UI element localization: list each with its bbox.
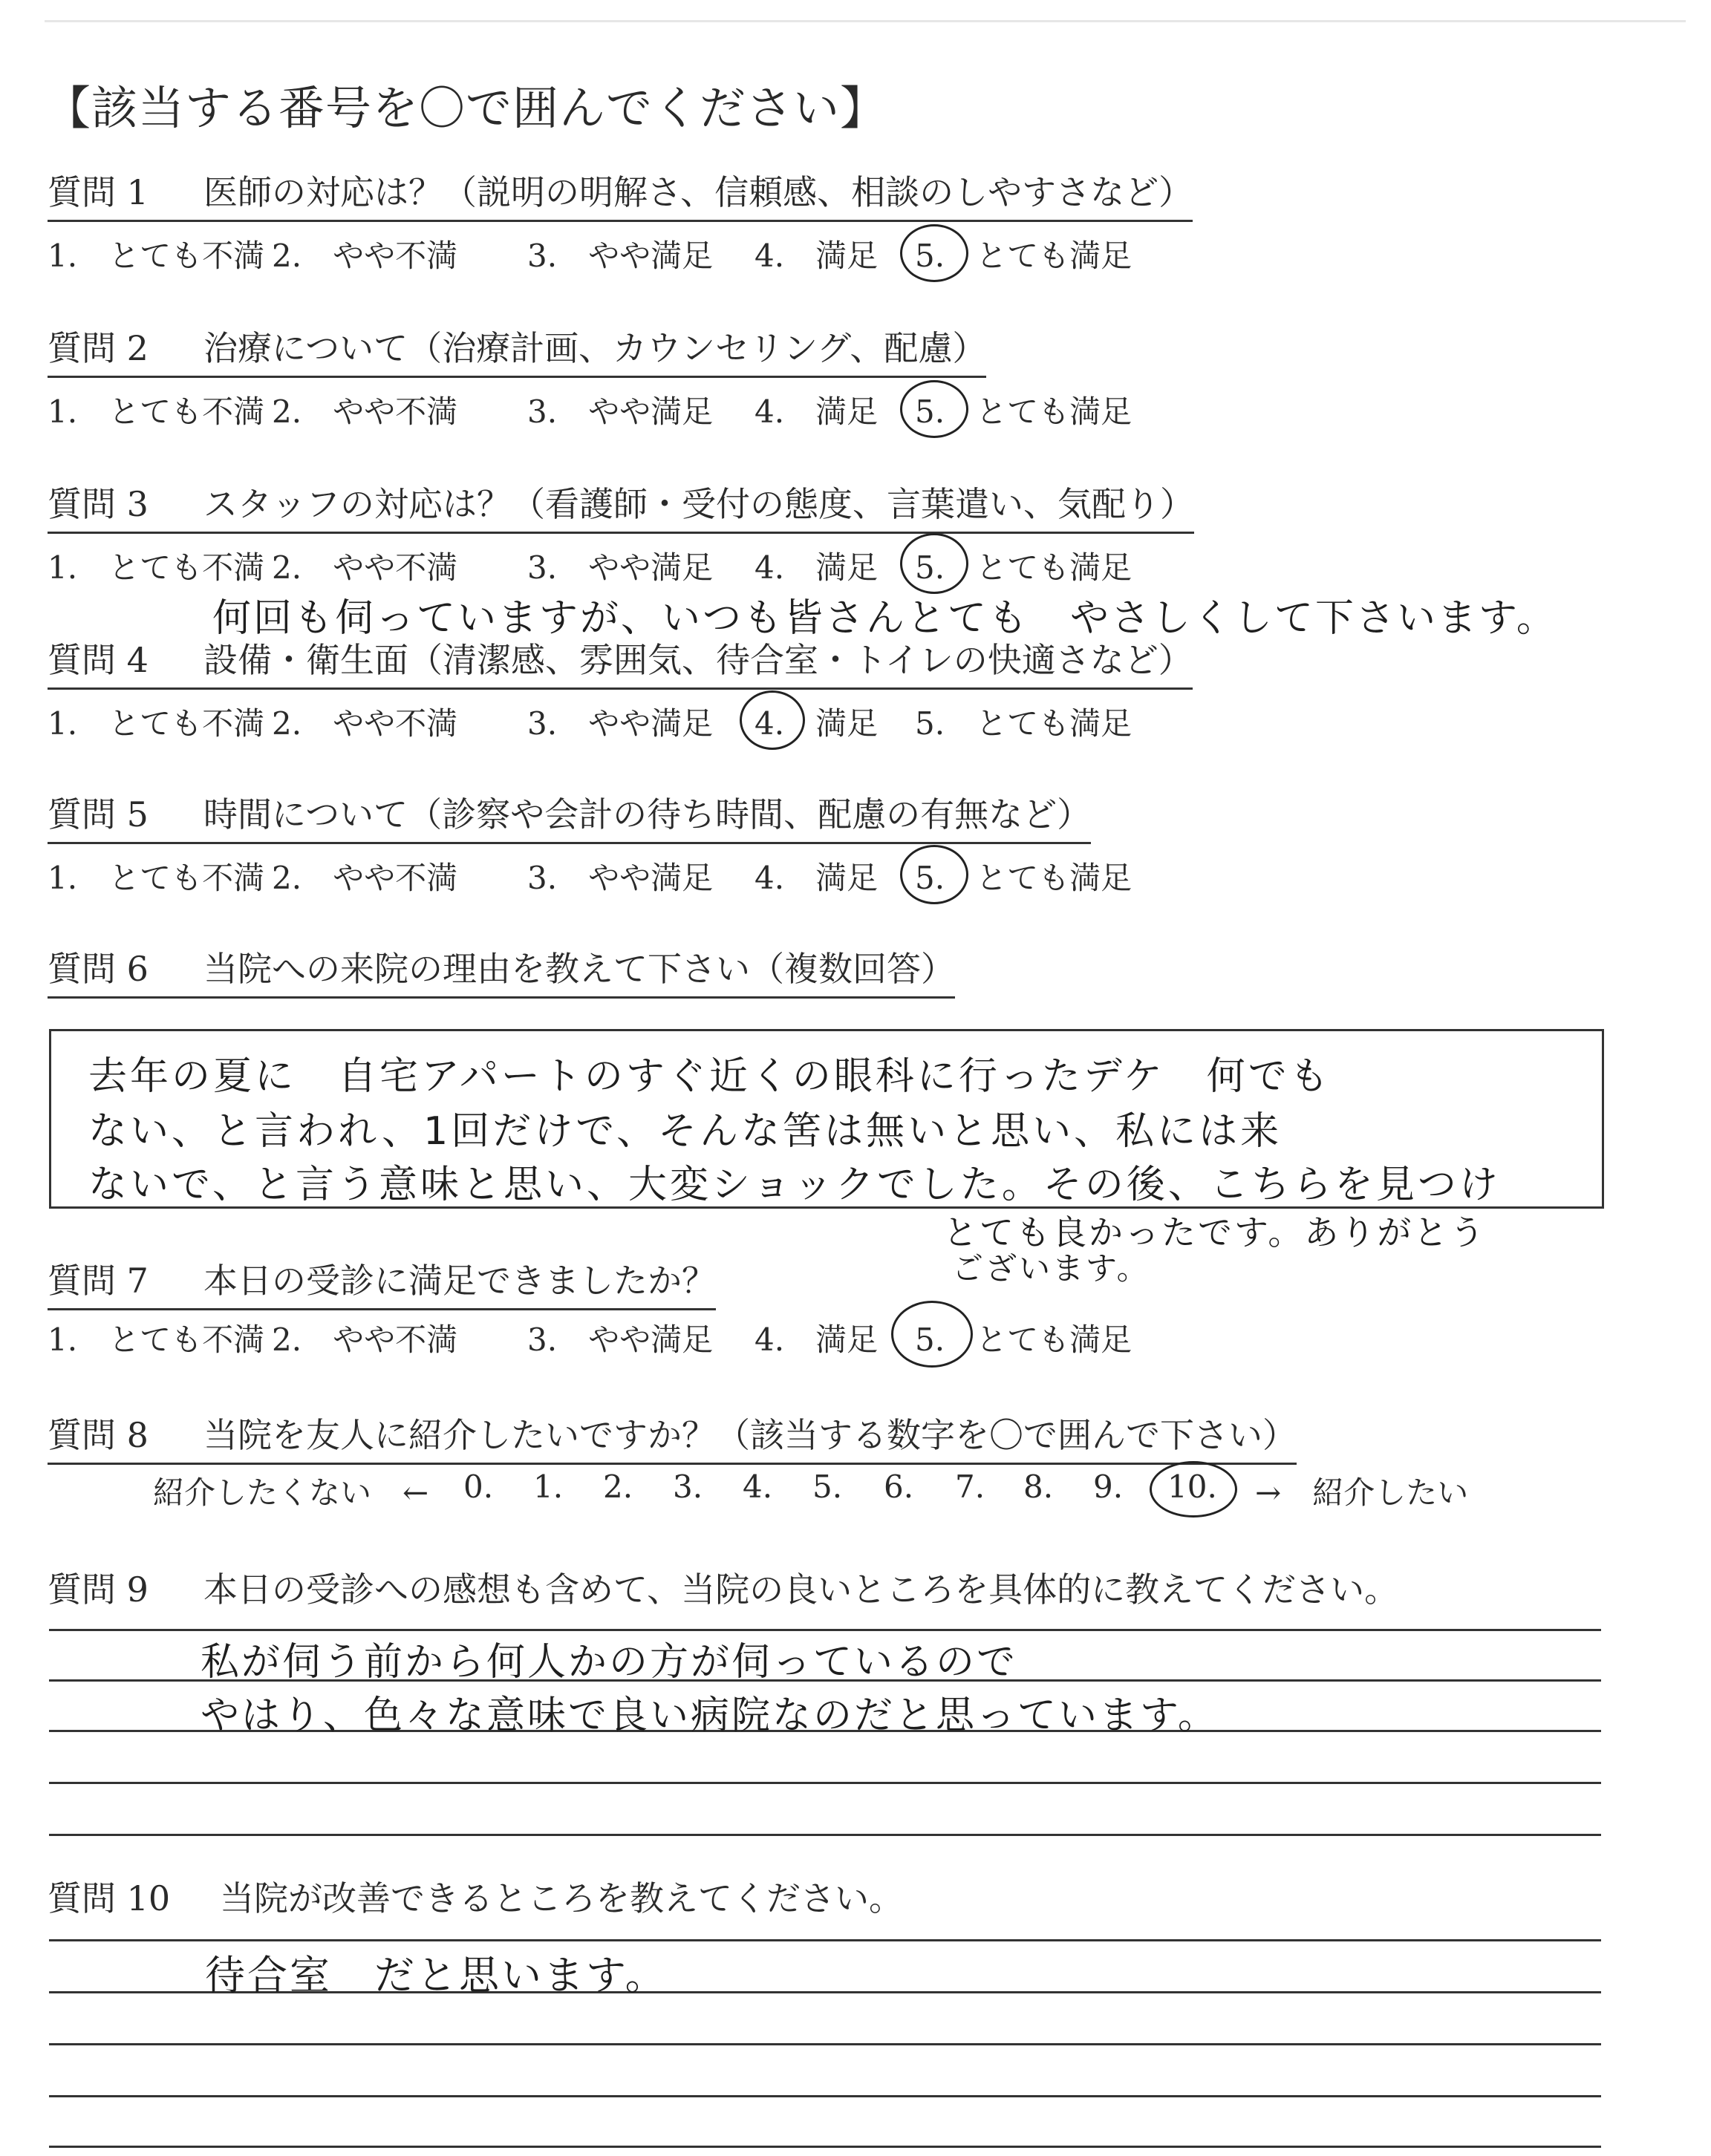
question-text: 当院が改善できるところを教えてください。 <box>220 1878 903 1918</box>
question-4 <box>48 638 1193 690</box>
question-number: 質問 7 <box>48 1261 149 1301</box>
options-row-q7 <box>48 1316 1236 1357</box>
options-row-q2 <box>48 388 1236 429</box>
handwritten-answer-q9: やはり、色々な意味で良い病院なのだと思っています。 <box>201 1693 1219 1738</box>
question-number: 質問 1 <box>48 172 149 212</box>
selected-circle <box>900 380 968 438</box>
question-text: スタッフの対応は？（看護師・受付の態度、言葉遣い、気配り） <box>203 484 1194 524</box>
question-text: 設備・衛生面（清潔感、雰囲気、待合室・トイレの快適さなど） <box>203 640 1193 680</box>
option-2[interactable]: 2. やや不満 <box>272 860 458 896</box>
scale-1[interactable]: 1. <box>533 1469 564 1505</box>
question-text: 本日の受診への感想も含めて、当院の良いところを具体的に教えてください。 <box>203 1569 1399 1610</box>
option-5[interactable]: 5. とても満足 <box>915 1322 1132 1358</box>
selected-circle <box>900 224 968 282</box>
option-4[interactable]: 4. 満足 <box>755 705 879 742</box>
option-4[interactable]: 4. 満足 <box>755 238 879 274</box>
question-text: 医師の対応は？（説明の明解さ、信頼感、相談のしやすさなど） <box>203 172 1193 212</box>
handwritten-line: ない、と言われ、1回だけで、そんな筈は無いと思い、私には来 <box>88 1109 1283 1154</box>
selected-circle <box>740 690 805 750</box>
question-text: 当院を友人に紹介したいですか？（該当する数字を〇で囲んで下さい） <box>203 1415 1297 1455</box>
option-5[interactable]: 5. とても満足 <box>915 549 1132 586</box>
option-2[interactable]: 2. やや不満 <box>272 705 458 742</box>
option-1[interactable]: 1. とても不満 <box>48 393 265 430</box>
scale-8[interactable]: 8. <box>1023 1469 1054 1505</box>
option-4[interactable]: 4. 満足 <box>755 393 879 430</box>
answer-line <box>49 2146 1601 2148</box>
handwritten-answer-q9: 私が伺う前から何人かの方が伺っているので <box>201 1640 1018 1685</box>
question-10 <box>48 1877 903 1926</box>
question-9 <box>48 1568 1398 1617</box>
selected-circle <box>891 1301 973 1368</box>
option-1[interactable]: 1. とても不満 <box>48 860 265 896</box>
selected-circle <box>900 533 968 594</box>
option-2[interactable]: 2. やや不満 <box>272 393 458 430</box>
option-2[interactable]: 2. やや不満 <box>272 549 458 586</box>
question-text: 治療について（治療計画、カウンセリング、配慮） <box>203 328 987 368</box>
handwritten-line: 去年の夏に 自宅アパートのすぐ近くの眼科に行ったデケ 何でも <box>88 1054 1332 1099</box>
scale-5[interactable]: 5. <box>812 1469 843 1505</box>
option-4[interactable]: 4. 満足 <box>755 549 879 586</box>
question-number: 質問 10 <box>48 1878 171 1918</box>
option-1[interactable]: 1. とても不満 <box>48 549 265 586</box>
question-8 <box>48 1414 1297 1465</box>
scale-3[interactable]: 3. <box>673 1469 703 1505</box>
handwritten-answer-q10: 待合室 だと思います。 <box>205 1952 668 1999</box>
scale-9[interactable]: 9. <box>1093 1469 1124 1505</box>
scale-4[interactable]: 4. <box>743 1469 773 1505</box>
question-3 <box>48 483 1194 534</box>
option-5[interactable]: 5. とても満足 <box>915 705 1132 742</box>
answer-line <box>49 2043 1601 2045</box>
question-5 <box>48 793 1091 844</box>
answer-line <box>49 1782 1601 1784</box>
options-row-q4 <box>48 699 1236 741</box>
option-1[interactable]: 1. とても不満 <box>48 238 265 274</box>
answer-line <box>49 1834 1601 1836</box>
scale-0[interactable]: 0. <box>463 1469 494 1505</box>
question-number: 質問 4 <box>48 640 149 680</box>
option-3[interactable]: 3. やや満足 <box>527 238 714 274</box>
handwritten-comment-q3: 何回も伺っていますが、いつも皆さんとても やさしくして下さいます。 <box>212 596 1557 641</box>
option-2[interactable]: 2. やや不満 <box>272 238 458 274</box>
page-title: 【該当する番号を〇で囲んでください】 <box>45 81 887 135</box>
option-4[interactable]: 4. 満足 <box>755 860 879 896</box>
question-text: 本日の受診に満足できましたか？ <box>203 1261 716 1301</box>
question-number: 質問 5 <box>48 794 149 834</box>
options-row-q1 <box>48 232 1236 273</box>
option-1[interactable]: 1. とても不満 <box>48 705 265 742</box>
question-2 <box>48 327 986 378</box>
question-number: 質問 6 <box>48 949 149 989</box>
question-number: 質問 8 <box>48 1415 149 1455</box>
selected-circle <box>900 845 968 904</box>
option-5[interactable]: 5. とても満足 <box>915 238 1132 274</box>
option-4[interactable]: 4. 満足 <box>755 1322 879 1358</box>
question-number: 質問 2 <box>48 328 149 368</box>
handwritten-line: ないで、と言う意味と思い、大変ショックでした。その後、こちらを見つけ <box>88 1163 1501 1207</box>
top-border <box>45 20 1686 22</box>
question-text: 時間について（診察や会計の待ち時間、配慮の有無など） <box>203 794 1092 834</box>
option-3[interactable]: 3. やや満足 <box>527 1322 714 1358</box>
question-1 <box>48 171 1193 222</box>
question-text: 当院への来院の理由を教えて下さい（複数回答） <box>203 949 955 989</box>
question-number: 質問 3 <box>48 484 149 524</box>
option-2[interactable]: 2. やや不満 <box>272 1322 458 1358</box>
scale-2[interactable]: 2. <box>603 1469 633 1505</box>
answer-line <box>49 1939 1601 1941</box>
scale-10[interactable]: 10. <box>1167 1469 1217 1505</box>
options-row-q5 <box>48 854 1236 895</box>
scale-6[interactable]: 6. <box>884 1469 914 1505</box>
question-6 <box>48 947 955 999</box>
option-5[interactable]: 5. とても満足 <box>915 860 1132 896</box>
scale-right-label: → 紹介したい <box>1255 1474 1469 1511</box>
option-3[interactable]: 3. やや満足 <box>527 549 714 586</box>
handwritten-continuation: とても良かったです。ありがとう <box>943 1212 1487 1252</box>
options-row-q3 <box>48 543 1236 585</box>
question-number: 質問 9 <box>48 1569 149 1610</box>
option-3[interactable]: 3. やや満足 <box>527 860 714 896</box>
question-7 <box>48 1259 716 1310</box>
option-5[interactable]: 5. とても満足 <box>915 393 1132 430</box>
option-1[interactable]: 1. とても不満 <box>48 1322 265 1358</box>
scale-7[interactable]: 7. <box>955 1469 985 1505</box>
answer-line <box>49 2095 1601 2097</box>
option-3[interactable]: 3. やや満足 <box>527 705 714 742</box>
scale-left-label: 紹介したくない ← <box>153 1474 429 1511</box>
selected-circle <box>1150 1461 1237 1518</box>
option-3[interactable]: 3. やや満足 <box>527 393 714 430</box>
answer-box-q6[interactable] <box>49 1029 1604 1209</box>
handwritten-continuation: ございます。 <box>952 1250 1150 1287</box>
